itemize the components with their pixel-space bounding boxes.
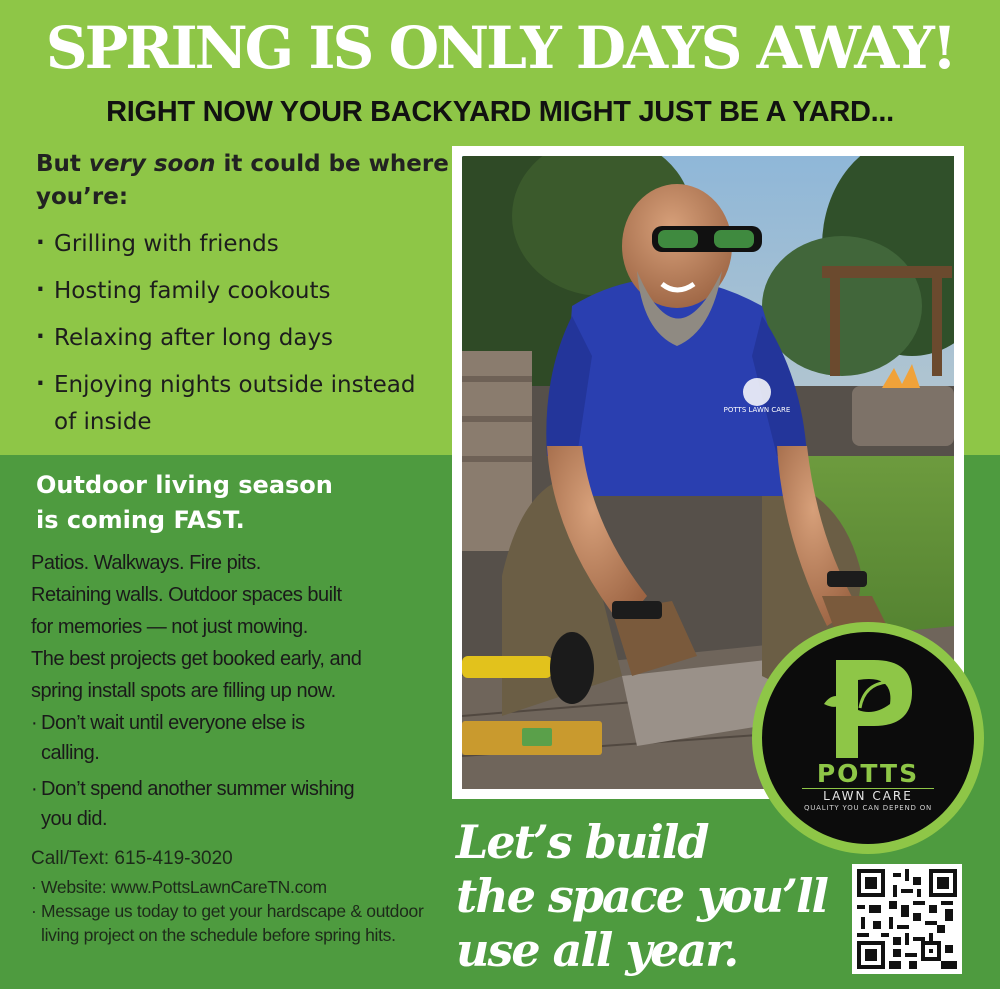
phone-number[interactable]: Call/Text: 615-419-3020 <box>31 848 233 869</box>
cta-line-2: the space you’ll <box>456 869 827 923</box>
message-text: · Message us today to get your hardscape & outdoor living project on the schedule before spring hits. <box>31 899 431 947</box>
intro-after: it could be where you’re: <box>36 151 449 210</box>
body-line: spring install spots are filling up now. <box>31 680 336 702</box>
logo-name: POTTS <box>816 759 920 788</box>
list-item: · Hosting family cookouts <box>36 273 456 310</box>
intro-before: But <box>36 151 89 177</box>
intro-text <box>36 148 456 214</box>
body-line: The best projects get booked early, and <box>31 648 362 670</box>
headline: SPRING IS ONLY DAYS AWAY! <box>45 14 955 82</box>
list-item: · Don’t wait until everyone else is calling. <box>31 708 361 768</box>
contact-block <box>31 845 441 947</box>
season-line-1: Outdoor living season <box>36 471 333 499</box>
cta-line-3: use all year. <box>456 923 738 977</box>
activity-list <box>36 226 456 451</box>
logo-subtitle: LAWN CARE <box>823 789 913 803</box>
list-item: · Enjoying nights outside instead of inside <box>36 367 416 441</box>
season-heading <box>36 468 436 538</box>
reminder-list <box>31 708 431 840</box>
body-line: for memories — not just mowing. <box>31 616 308 638</box>
logo-badge <box>762 632 974 844</box>
cta-line-1: Let’s build <box>456 815 708 869</box>
logo-leaf-icon <box>762 632 974 762</box>
list-item: · Don’t spend another summer wishing you did. <box>31 774 361 834</box>
website-link[interactable]: · Website: www.PottsLawnCareTN.com <box>31 875 441 899</box>
qr-code-icon[interactable] <box>852 864 962 974</box>
call-to-action <box>456 815 836 977</box>
season-line-2: is coming FAST. <box>36 506 245 534</box>
body-line: Retaining walls. Outdoor spaces built <box>31 584 342 606</box>
logo-tagline: QUALITY YOU CAN DEPEND ON <box>803 804 933 812</box>
shirt-logo-text: POTTS LAWN CARE <box>723 406 791 414</box>
qr-code-pattern <box>857 869 957 969</box>
body-line: Patios. Walkways. Fire pits. <box>31 552 261 574</box>
list-item: · Relaxing after long days <box>36 320 456 357</box>
body-copy <box>31 547 441 707</box>
subheadline: RIGHT NOW YOUR BACKYARD MIGHT JUST BE A YARD... <box>106 96 894 128</box>
list-item: · Grilling with friends <box>36 226 456 263</box>
intro-emphasis: very soon <box>88 151 216 177</box>
